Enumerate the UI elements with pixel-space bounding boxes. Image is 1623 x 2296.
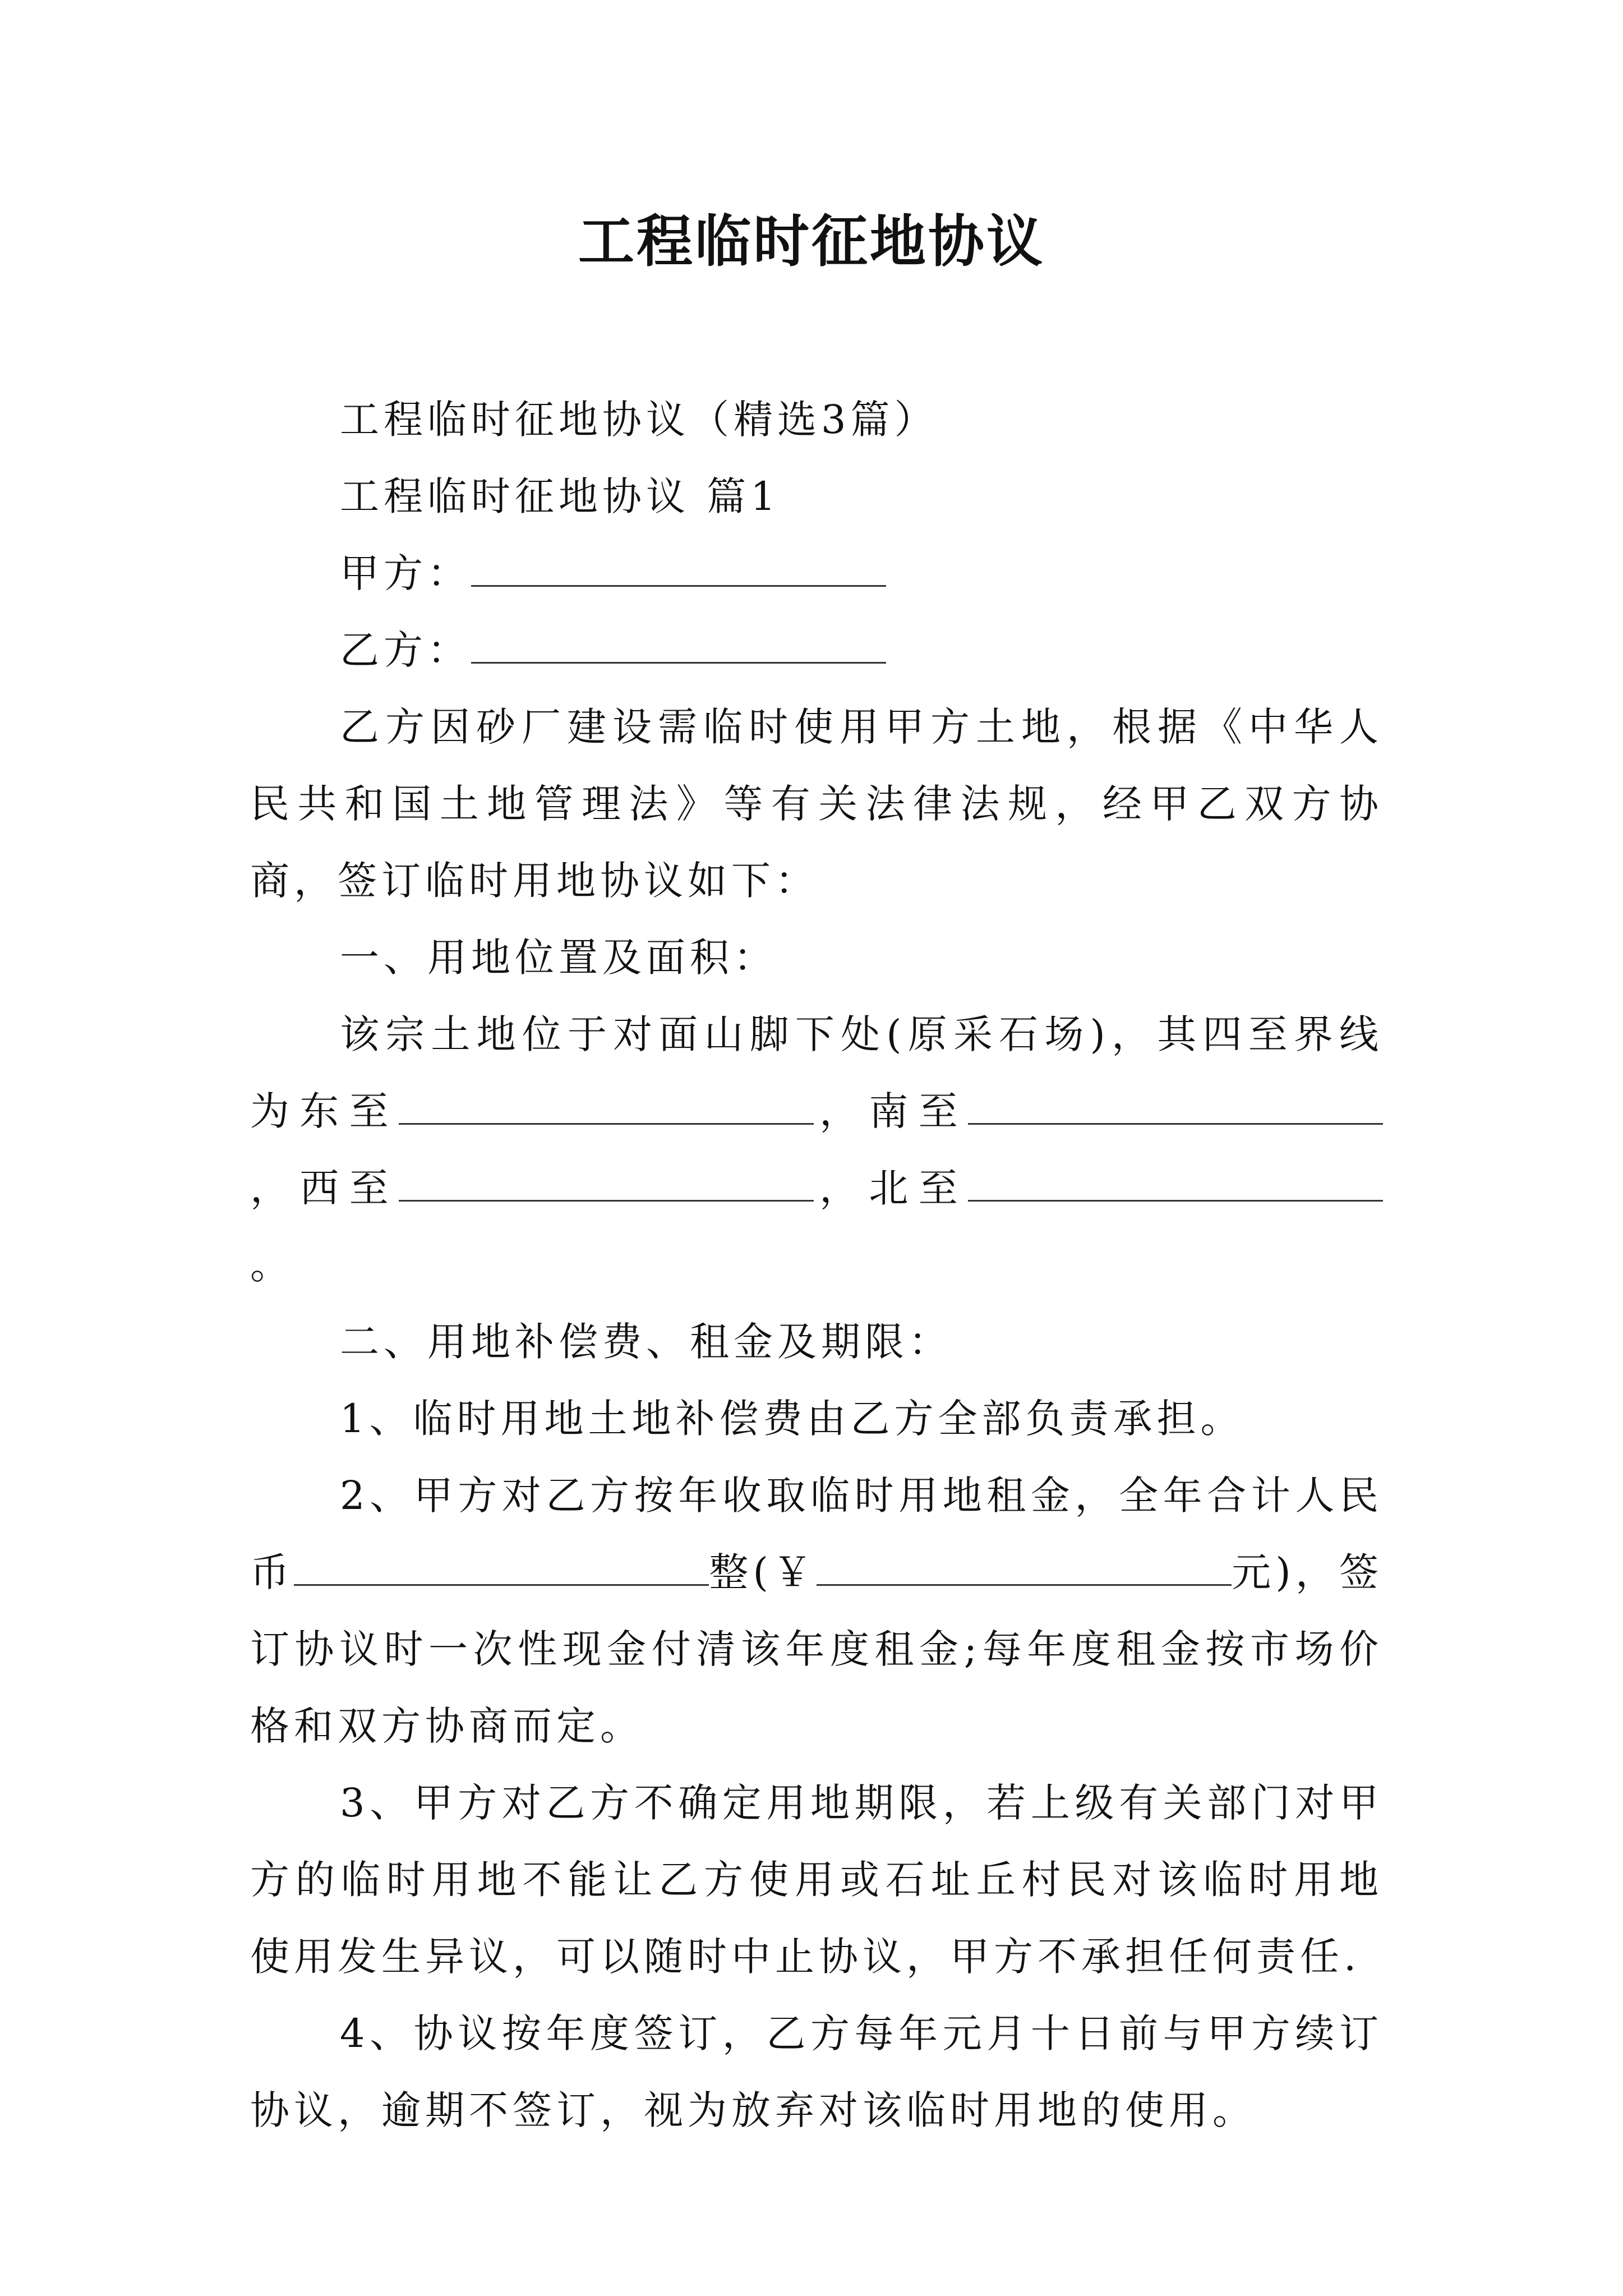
party-b-blank [471,629,886,664]
intro-paragraph: 乙方因砂厂建设需临时使用甲方土地，根据《中华人民共和国土地管理法》等有关法律法规，经甲乙双方协商，签订临时用地协议如下： [250,704,1383,904]
south-border-blank [968,1091,1383,1125]
item2-paragraph [250,1457,1383,1765]
amount-number-blank [817,1552,1232,1586]
document-body [250,381,1383,2149]
item2-text-c: 元)，签订协议时一次性现金付清该年度租金;每年度租金按市场价格和双方协商而定。 [250,1549,1383,1749]
section-heading: 工程临时征地协议 篇1 [340,473,780,519]
east-border-blank [399,1091,814,1125]
north-border-blank [968,1167,1383,1202]
item2-text-a: 2、甲方对乙方按年收取临时用地租金，全年合计人民币 [250,1473,1383,1595]
west-border-blank [399,1167,814,1202]
party-b-label: 乙方： [340,627,471,673]
north-label: ，北至 [813,1165,969,1211]
south-label: ，南至 [813,1088,969,1134]
document-title: 工程临时征地协议 [578,208,1045,274]
clause1-heading: 一、用地位置及面积： [340,935,777,981]
clause1-paragraph [250,996,1383,1304]
party-a-label: 甲方： [340,550,471,596]
item1-paragraph: 1、临时用地土地补偿费由乙方全部负责承担。 [340,1396,1244,1442]
clause2-heading: 二、用地补偿费、租金及期限： [340,1319,952,1365]
subtitle: 工程临时征地协议（精选3篇） [340,397,938,443]
item3-paragraph: 3、甲方对乙方不确定用地期限，若上级有关部门对甲方的临时用地不能让乙方使用或石址丘村民对该临时用地使用发生异议，可以随时中止协议，甲方不承担任何责任. [250,1780,1383,1980]
party-b-line [250,612,1383,689]
amount-words-blank [294,1552,709,1586]
item4-paragraph: 4、协议按年度签订，乙方每年元月十日前与甲方续订协议，逾期不签订，视为放弃对该临时用地的使用。 [250,2010,1383,2133]
clause1-end: 。 [250,1242,294,1288]
party-a-line [250,535,1383,612]
party-a-blank [471,553,886,587]
west-label: ，西至 [250,1165,399,1211]
item2-text-b: 整(￥ [709,1549,817,1595]
clause1-text: 该宗土地位于对面山脚下处(原采石场)，其四至界线为东至 [250,1011,1383,1134]
